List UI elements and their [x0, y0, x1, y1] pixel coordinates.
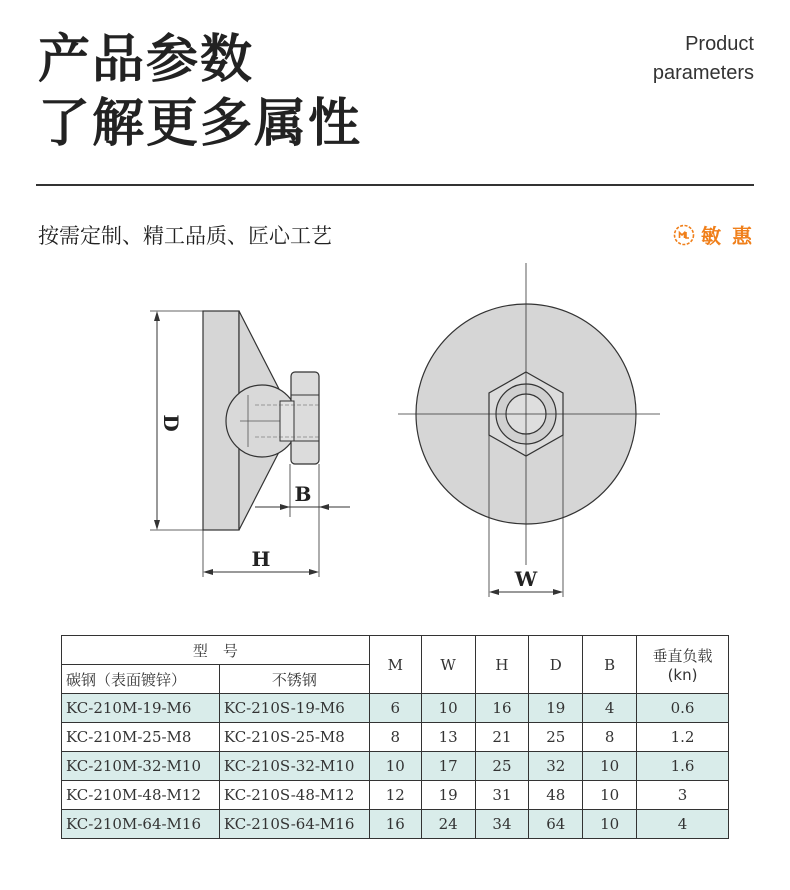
cell-load: 4	[637, 810, 729, 839]
col-header-load	[637, 636, 729, 694]
english-title-line-1: Product	[685, 33, 754, 55]
brand-logo-icon	[673, 224, 695, 246]
dim-label-B: B	[294, 482, 312, 506]
cell-D: 32	[529, 752, 583, 781]
cell-stainless: KC-210S-64-M16	[219, 810, 369, 839]
cell-carbon: KC-210M-25-M8	[62, 723, 220, 752]
cell-M: 8	[369, 723, 421, 752]
dim-label-W: W	[514, 567, 538, 591]
load-header-line-1: 垂直负载	[652, 647, 713, 665]
technical-drawing	[0, 255, 790, 615]
model-header: 型 号	[62, 636, 370, 665]
table-row	[62, 694, 729, 723]
cell-W: 13	[421, 723, 475, 752]
dim-label-D: D	[159, 414, 183, 432]
cell-W: 19	[421, 781, 475, 810]
cell-M: 10	[369, 752, 421, 781]
table-row	[62, 752, 729, 781]
cell-H: 16	[475, 694, 529, 723]
cell-stainless: KC-210S-19-M6	[219, 694, 369, 723]
cell-H: 25	[475, 752, 529, 781]
cell-W: 17	[421, 752, 475, 781]
col-header-D: D	[529, 636, 583, 694]
cell-load: 0.6	[637, 694, 729, 723]
cell-load: 1.2	[637, 723, 729, 752]
title-line-1: 产品参数	[38, 30, 255, 90]
cell-B: 10	[583, 752, 637, 781]
page-title	[38, 28, 362, 156]
cell-stainless: KC-210S-32-M10	[219, 752, 369, 781]
cell-B: 10	[583, 810, 637, 839]
cell-H: 21	[475, 723, 529, 752]
table-row	[62, 723, 729, 752]
english-title	[653, 30, 754, 88]
cell-carbon: KC-210M-64-M16	[62, 810, 220, 839]
cell-H: 31	[475, 781, 529, 810]
cell-D: 25	[529, 723, 583, 752]
cell-stainless: KC-210S-25-M8	[219, 723, 369, 752]
cell-carbon: KC-210M-19-M6	[62, 694, 220, 723]
cell-load: 1.6	[637, 752, 729, 781]
col-header-H: H	[475, 636, 529, 694]
cell-W: 24	[421, 810, 475, 839]
brand	[673, 220, 754, 249]
table-row	[62, 781, 729, 810]
col-header-M: M	[369, 636, 421, 694]
cell-H: 34	[475, 810, 529, 839]
cell-M: 12	[369, 781, 421, 810]
cell-D: 64	[529, 810, 583, 839]
divider	[36, 184, 754, 186]
dim-label-H: H	[251, 547, 271, 571]
table-header-row-1	[62, 636, 729, 665]
carbon-steel-header: 碳钢（表面镀锌）	[62, 665, 220, 694]
title-line-2: 了解更多属性	[38, 94, 363, 154]
cell-D: 19	[529, 694, 583, 723]
cell-stainless: KC-210S-48-M12	[219, 781, 369, 810]
cell-M: 6	[369, 694, 421, 723]
cell-M: 16	[369, 810, 421, 839]
english-title-line-2: parameters	[652, 62, 754, 84]
front-view	[398, 263, 660, 597]
cell-carbon: KC-210M-48-M12	[62, 781, 220, 810]
cell-W: 10	[421, 694, 475, 723]
cell-load: 3	[637, 781, 729, 810]
load-header-line-2: (kn)	[667, 666, 698, 684]
cell-B: 4	[583, 694, 637, 723]
slogan: 按需定制、精工品质、匠心工艺	[38, 224, 332, 248]
stainless-header: 不锈钢	[219, 665, 369, 694]
col-header-W: W	[421, 636, 475, 694]
brand-name: 敏 惠	[701, 224, 754, 248]
side-view	[150, 311, 350, 577]
col-header-B: B	[583, 636, 637, 694]
table-row	[62, 810, 729, 839]
cell-B: 10	[583, 781, 637, 810]
spec-table	[61, 635, 729, 839]
cell-D: 48	[529, 781, 583, 810]
cell-B: 8	[583, 723, 637, 752]
cell-carbon: KC-210M-32-M10	[62, 752, 220, 781]
